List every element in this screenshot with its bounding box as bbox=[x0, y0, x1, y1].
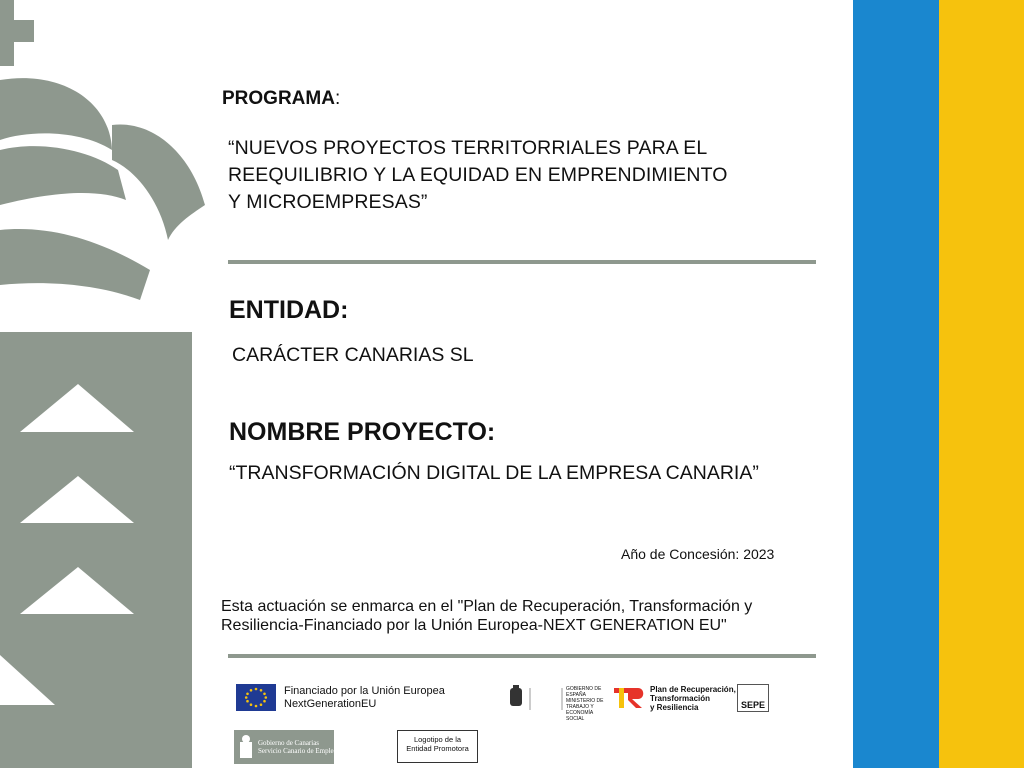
proyecto-value: “TRANSFORMACIÓN DIGITAL DE LA EMPRESA CANARIA” bbox=[229, 462, 759, 484]
programa-colon: : bbox=[334, 88, 341, 109]
entidad-value: CARÁCTER CANARIAS SL bbox=[232, 344, 474, 366]
gobierno-canarias-text: Gobierno de Canarias Servicio Canario de Empleo bbox=[258, 739, 338, 755]
funding-note: Esta actuación se enmarca en el "Plan de Recuperación, Transformación y Resiliencia-Financiado por la Unión Europea-NEXT GENERATION EU" bbox=[221, 598, 753, 634]
entidad-heading: ENTIDAD: bbox=[229, 296, 349, 324]
yellow-stripe bbox=[939, 0, 1024, 768]
divider-bottom bbox=[228, 654, 816, 658]
eu-funding-text: Financiado por la Unión Europea NextGenerationEU bbox=[284, 685, 445, 710]
proyecto-heading: NOMBRE PROYECTO: bbox=[229, 418, 496, 446]
programa-label-line bbox=[222, 88, 340, 110]
canarias-emblem-icon bbox=[0, 0, 210, 768]
concesion-year: Año de Concesión: 2023 bbox=[621, 546, 775, 562]
promotora-logo-placeholder: Logotipo de la Entidad Promotora bbox=[397, 730, 478, 763]
divider-top bbox=[228, 260, 816, 264]
programa-label: PROGRAMA bbox=[222, 88, 335, 109]
prtr-logo-icon bbox=[614, 684, 648, 712]
ministerio-text: GOBIERNO DE ESPAÑA MINISTERIO DE TRABAJO Y ECONOMÍA SOCIAL bbox=[566, 686, 604, 722]
sepe-logo: SEPE bbox=[737, 684, 769, 712]
prtr-text: Plan de Recuperación, Transformación y Resiliencia bbox=[650, 685, 736, 712]
spain-coat-of-arms-icon bbox=[506, 684, 566, 712]
canarias-shield-icon bbox=[238, 734, 254, 760]
programa-title: “NUEVOS PROYECTOS TERRITORRIALES PARA EL REEQUILIBRIO Y LA EQUIDAD EN EMPRENDIMIENTO Y MICROEMPRESAS” bbox=[228, 137, 728, 213]
blue-stripe bbox=[853, 0, 939, 768]
eu-flag-icon bbox=[236, 684, 276, 711]
